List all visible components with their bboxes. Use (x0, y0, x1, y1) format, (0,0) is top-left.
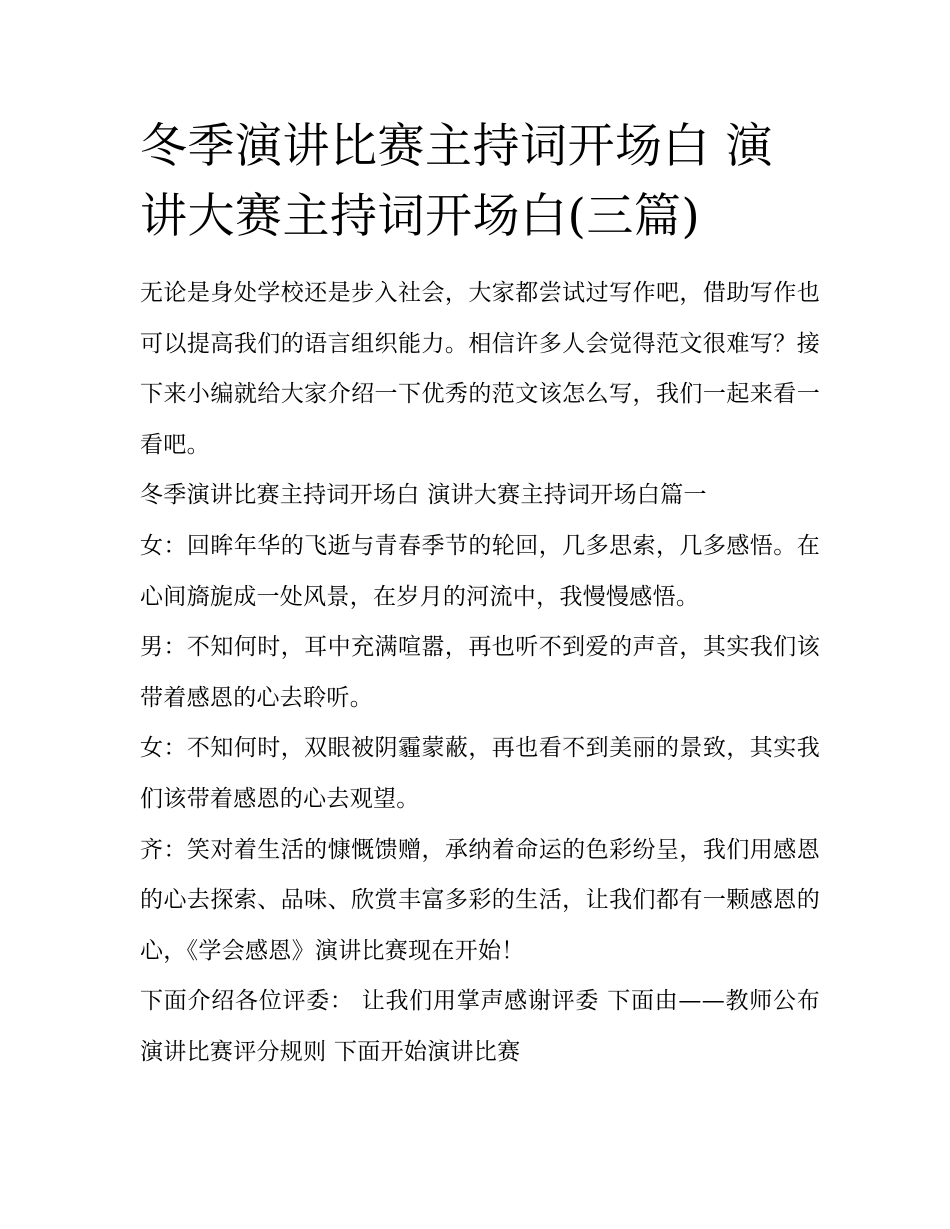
together-line: 齐：笑对着生活的慷慨馈赠，承纳着命运的色彩纷呈，我们用感恩的心去探索、品味、欣赏丰富多彩的生活，让我们都有一颗感恩的心，《学会感恩》演讲比赛现在开始！ (140, 836, 820, 964)
intro-paragraph: 无论是身处学校还是步入社会，大家都尝试过写作吧，借助写作也可以提高我们的语言组织能力。相信许多人会觉得范文很难写？接下来小编就给大家介绍一下优秀的范文该怎么写，我们一起来看一看吧。 (140, 280, 820, 458)
female-line-2: 女：不知何时，双眼被阴霾蒙蔽，再也看不到美丽的景致，其实我们该带着感恩的心去观望。 (140, 735, 820, 812)
female-line-1: 女：回眸年华的飞逝与青春季节的轮回，几多思索，几多感悟。在心间旖旎成一处风景，在岁月的河流中，我慢慢感悟。 (140, 532, 820, 610)
judges-intro-paragraph: 下面介绍各位评委： 让我们用掌声感谢评委 下面由——教师公布演讲比赛评分规则 下面开始演讲比赛 (140, 988, 820, 1065)
male-line-1: 男：不知何时，耳中充满喧嚣，再也听不到爱的声音，其实我们该带着感恩的心去聆听。 (140, 634, 820, 711)
section-heading: 冬季演讲比赛主持词开场白 演讲大赛主持词开场白篇一 (140, 482, 707, 509)
document-title: 冬季演讲比赛主持词开场白 演讲大赛主持词开场白(三篇) (140, 119, 773, 244)
document-page (140, 112, 820, 1078)
